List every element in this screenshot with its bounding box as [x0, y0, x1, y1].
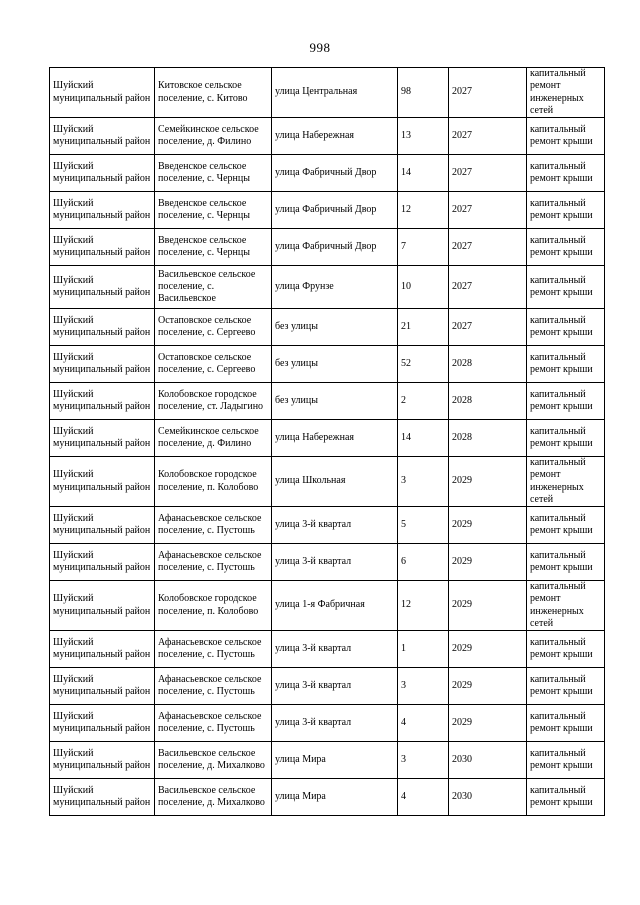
house-number-cell: 4 — [398, 705, 449, 742]
table-row — [50, 705, 605, 742]
house-number-cell: 2 — [398, 383, 449, 420]
district-cell: Шуйский муниципальный район — [50, 309, 155, 346]
district-cell: Шуйский муниципальный район — [50, 779, 155, 816]
street-cell: улица 3-й квартал — [272, 668, 398, 705]
work-type-cell: капитальный ремонт крыши — [527, 705, 605, 742]
street-cell: без улицы — [272, 346, 398, 383]
street-cell: улица Центральная — [272, 68, 398, 118]
work-type-cell: капитальный ремонт крыши — [527, 383, 605, 420]
district-cell: Шуйский муниципальный район — [50, 68, 155, 118]
table-row — [50, 155, 605, 192]
table-row — [50, 383, 605, 420]
house-number-cell: 3 — [398, 742, 449, 779]
street-cell: улица Фабричный Двор — [272, 192, 398, 229]
work-type-cell: капитальный ремонт инженерных сетей — [527, 68, 605, 118]
year-cell: 2027 — [449, 229, 527, 266]
table-body — [50, 68, 605, 816]
table-row — [50, 581, 605, 631]
year-cell: 2027 — [449, 192, 527, 229]
work-type-cell: капитальный ремонт крыши — [527, 192, 605, 229]
house-number-cell: 10 — [398, 266, 449, 309]
district-cell: Шуйский муниципальный район — [50, 457, 155, 507]
house-number-cell: 52 — [398, 346, 449, 383]
table-row — [50, 68, 605, 118]
year-cell: 2028 — [449, 346, 527, 383]
street-cell: без улицы — [272, 309, 398, 346]
settlement-cell: Афанасьевское сельское поселение, с. Пустошь — [155, 507, 272, 544]
settlement-cell: Васильевское сельское поселение, д. Михалково — [155, 742, 272, 779]
district-cell: Шуйский муниципальный район — [50, 383, 155, 420]
table-row — [50, 118, 605, 155]
street-cell: улица Фрунзе — [272, 266, 398, 309]
settlement-cell: Афанасьевское сельское поселение, с. Пустошь — [155, 631, 272, 668]
district-cell: Шуйский муниципальный район — [50, 229, 155, 266]
year-cell: 2029 — [449, 631, 527, 668]
table-row — [50, 668, 605, 705]
street-cell: улица 3-й квартал — [272, 631, 398, 668]
district-cell: Шуйский муниципальный район — [50, 705, 155, 742]
settlement-cell: Введенское сельское поселение, с. Чернцы — [155, 155, 272, 192]
house-number-cell: 6 — [398, 544, 449, 581]
table-row — [50, 457, 605, 507]
house-number-cell: 5 — [398, 507, 449, 544]
work-type-cell: капитальный ремонт крыши — [527, 507, 605, 544]
settlement-cell: Афанасьевское сельское поселение, с. Пустошь — [155, 544, 272, 581]
district-cell: Шуйский муниципальный район — [50, 192, 155, 229]
district-cell: Шуйский муниципальный район — [50, 118, 155, 155]
house-number-cell: 21 — [398, 309, 449, 346]
street-cell: улица 3-й квартал — [272, 544, 398, 581]
house-number-cell: 12 — [398, 581, 449, 631]
table-row — [50, 544, 605, 581]
page-number: 998 — [309, 40, 331, 55]
year-cell: 2030 — [449, 742, 527, 779]
district-cell: Шуйский муниципальный район — [50, 742, 155, 779]
work-type-cell: капитальный ремонт крыши — [527, 309, 605, 346]
house-number-cell: 13 — [398, 118, 449, 155]
work-type-cell: капитальный ремонт крыши — [527, 229, 605, 266]
house-number-cell: 3 — [398, 668, 449, 705]
table-row — [50, 346, 605, 383]
district-cell: Шуйский муниципальный район — [50, 581, 155, 631]
settlement-cell: Васильевское сельское поселение, с. Васильевское — [155, 266, 272, 309]
work-type-cell: капитальный ремонт крыши — [527, 742, 605, 779]
settlement-cell: Афанасьевское сельское поселение, с. Пустошь — [155, 705, 272, 742]
work-type-cell: капитальный ремонт крыши — [527, 420, 605, 457]
house-number-cell: 3 — [398, 457, 449, 507]
street-cell: улица Фабричный Двор — [272, 155, 398, 192]
work-type-cell: капитальный ремонт крыши — [527, 544, 605, 581]
district-cell: Шуйский муниципальный район — [50, 507, 155, 544]
year-cell: 2027 — [449, 155, 527, 192]
year-cell: 2030 — [449, 779, 527, 816]
year-cell: 2027 — [449, 118, 527, 155]
table-row — [50, 631, 605, 668]
house-number-cell: 4 — [398, 779, 449, 816]
work-type-cell: капитальный ремонт крыши — [527, 668, 605, 705]
street-cell: улица 3-й квартал — [272, 705, 398, 742]
year-cell: 2027 — [449, 266, 527, 309]
table-row — [50, 229, 605, 266]
table-row — [50, 266, 605, 309]
house-number-cell: 14 — [398, 420, 449, 457]
settlement-cell: Семейкинское сельское поселение, д. Филино — [155, 420, 272, 457]
housing-repair-table — [49, 67, 605, 816]
settlement-cell: Колобовское городское поселение, п. Колобово — [155, 581, 272, 631]
street-cell: улица Фабричный Двор — [272, 229, 398, 266]
settlement-cell: Васильевское сельское поселение, д. Михалково — [155, 779, 272, 816]
settlement-cell: Введенское сельское поселение, с. Чернцы — [155, 192, 272, 229]
street-cell: без улицы — [272, 383, 398, 420]
year-cell: 2027 — [449, 68, 527, 118]
house-number-cell: 7 — [398, 229, 449, 266]
house-number-cell: 12 — [398, 192, 449, 229]
year-cell: 2028 — [449, 383, 527, 420]
district-cell: Шуйский муниципальный район — [50, 631, 155, 668]
work-type-cell: капитальный ремонт инженерных сетей — [527, 457, 605, 507]
street-cell: улица Мира — [272, 779, 398, 816]
settlement-cell: Колобовское городское поселение, п. Колобово — [155, 457, 272, 507]
work-type-cell: капитальный ремонт крыши — [527, 155, 605, 192]
settlement-cell: Введенское сельское поселение, с. Чернцы — [155, 229, 272, 266]
year-cell: 2027 — [449, 309, 527, 346]
settlement-cell: Остаповское сельское поселение, с. Сергеево — [155, 309, 272, 346]
district-cell: Шуйский муниципальный район — [50, 420, 155, 457]
year-cell: 2029 — [449, 507, 527, 544]
house-number-cell: 14 — [398, 155, 449, 192]
street-cell: улица Мира — [272, 742, 398, 779]
work-type-cell: капитальный ремонт инженерных сетей — [527, 581, 605, 631]
street-cell: улица 3-й квартал — [272, 507, 398, 544]
table-row — [50, 779, 605, 816]
table-row — [50, 420, 605, 457]
year-cell: 2028 — [449, 420, 527, 457]
street-cell: улица Набережная — [272, 118, 398, 155]
table-row — [50, 507, 605, 544]
district-cell: Шуйский муниципальный район — [50, 544, 155, 581]
district-cell: Шуйский муниципальный район — [50, 155, 155, 192]
table-row — [50, 742, 605, 779]
district-cell: Шуйский муниципальный район — [50, 346, 155, 383]
table-row — [50, 192, 605, 229]
settlement-cell: Китовское сельское поселение, с. Китово — [155, 68, 272, 118]
house-number-cell: 98 — [398, 68, 449, 118]
work-type-cell: капитальный ремонт крыши — [527, 631, 605, 668]
settlement-cell: Остаповское сельское поселение, с. Сергеево — [155, 346, 272, 383]
street-cell: улица 1-я Фабричная — [272, 581, 398, 631]
year-cell: 2029 — [449, 668, 527, 705]
house-number-cell: 1 — [398, 631, 449, 668]
settlement-cell: Афанасьевское сельское поселение, с. Пустошь — [155, 668, 272, 705]
work-type-cell: капитальный ремонт крыши — [527, 779, 605, 816]
year-cell: 2029 — [449, 581, 527, 631]
work-type-cell: капитальный ремонт крыши — [527, 346, 605, 383]
settlement-cell: Семейкинское сельское поселение, д. Филино — [155, 118, 272, 155]
year-cell: 2029 — [449, 544, 527, 581]
table-row — [50, 309, 605, 346]
settlement-cell: Колобовское городское поселение, ст. Ладыгино — [155, 383, 272, 420]
year-cell: 2029 — [449, 705, 527, 742]
street-cell: улица Набережная — [272, 420, 398, 457]
district-cell: Шуйский муниципальный район — [50, 266, 155, 309]
work-type-cell: капитальный ремонт крыши — [527, 118, 605, 155]
street-cell: улица Школьная — [272, 457, 398, 507]
year-cell: 2029 — [449, 457, 527, 507]
district-cell: Шуйский муниципальный район — [50, 668, 155, 705]
work-type-cell: капитальный ремонт крыши — [527, 266, 605, 309]
